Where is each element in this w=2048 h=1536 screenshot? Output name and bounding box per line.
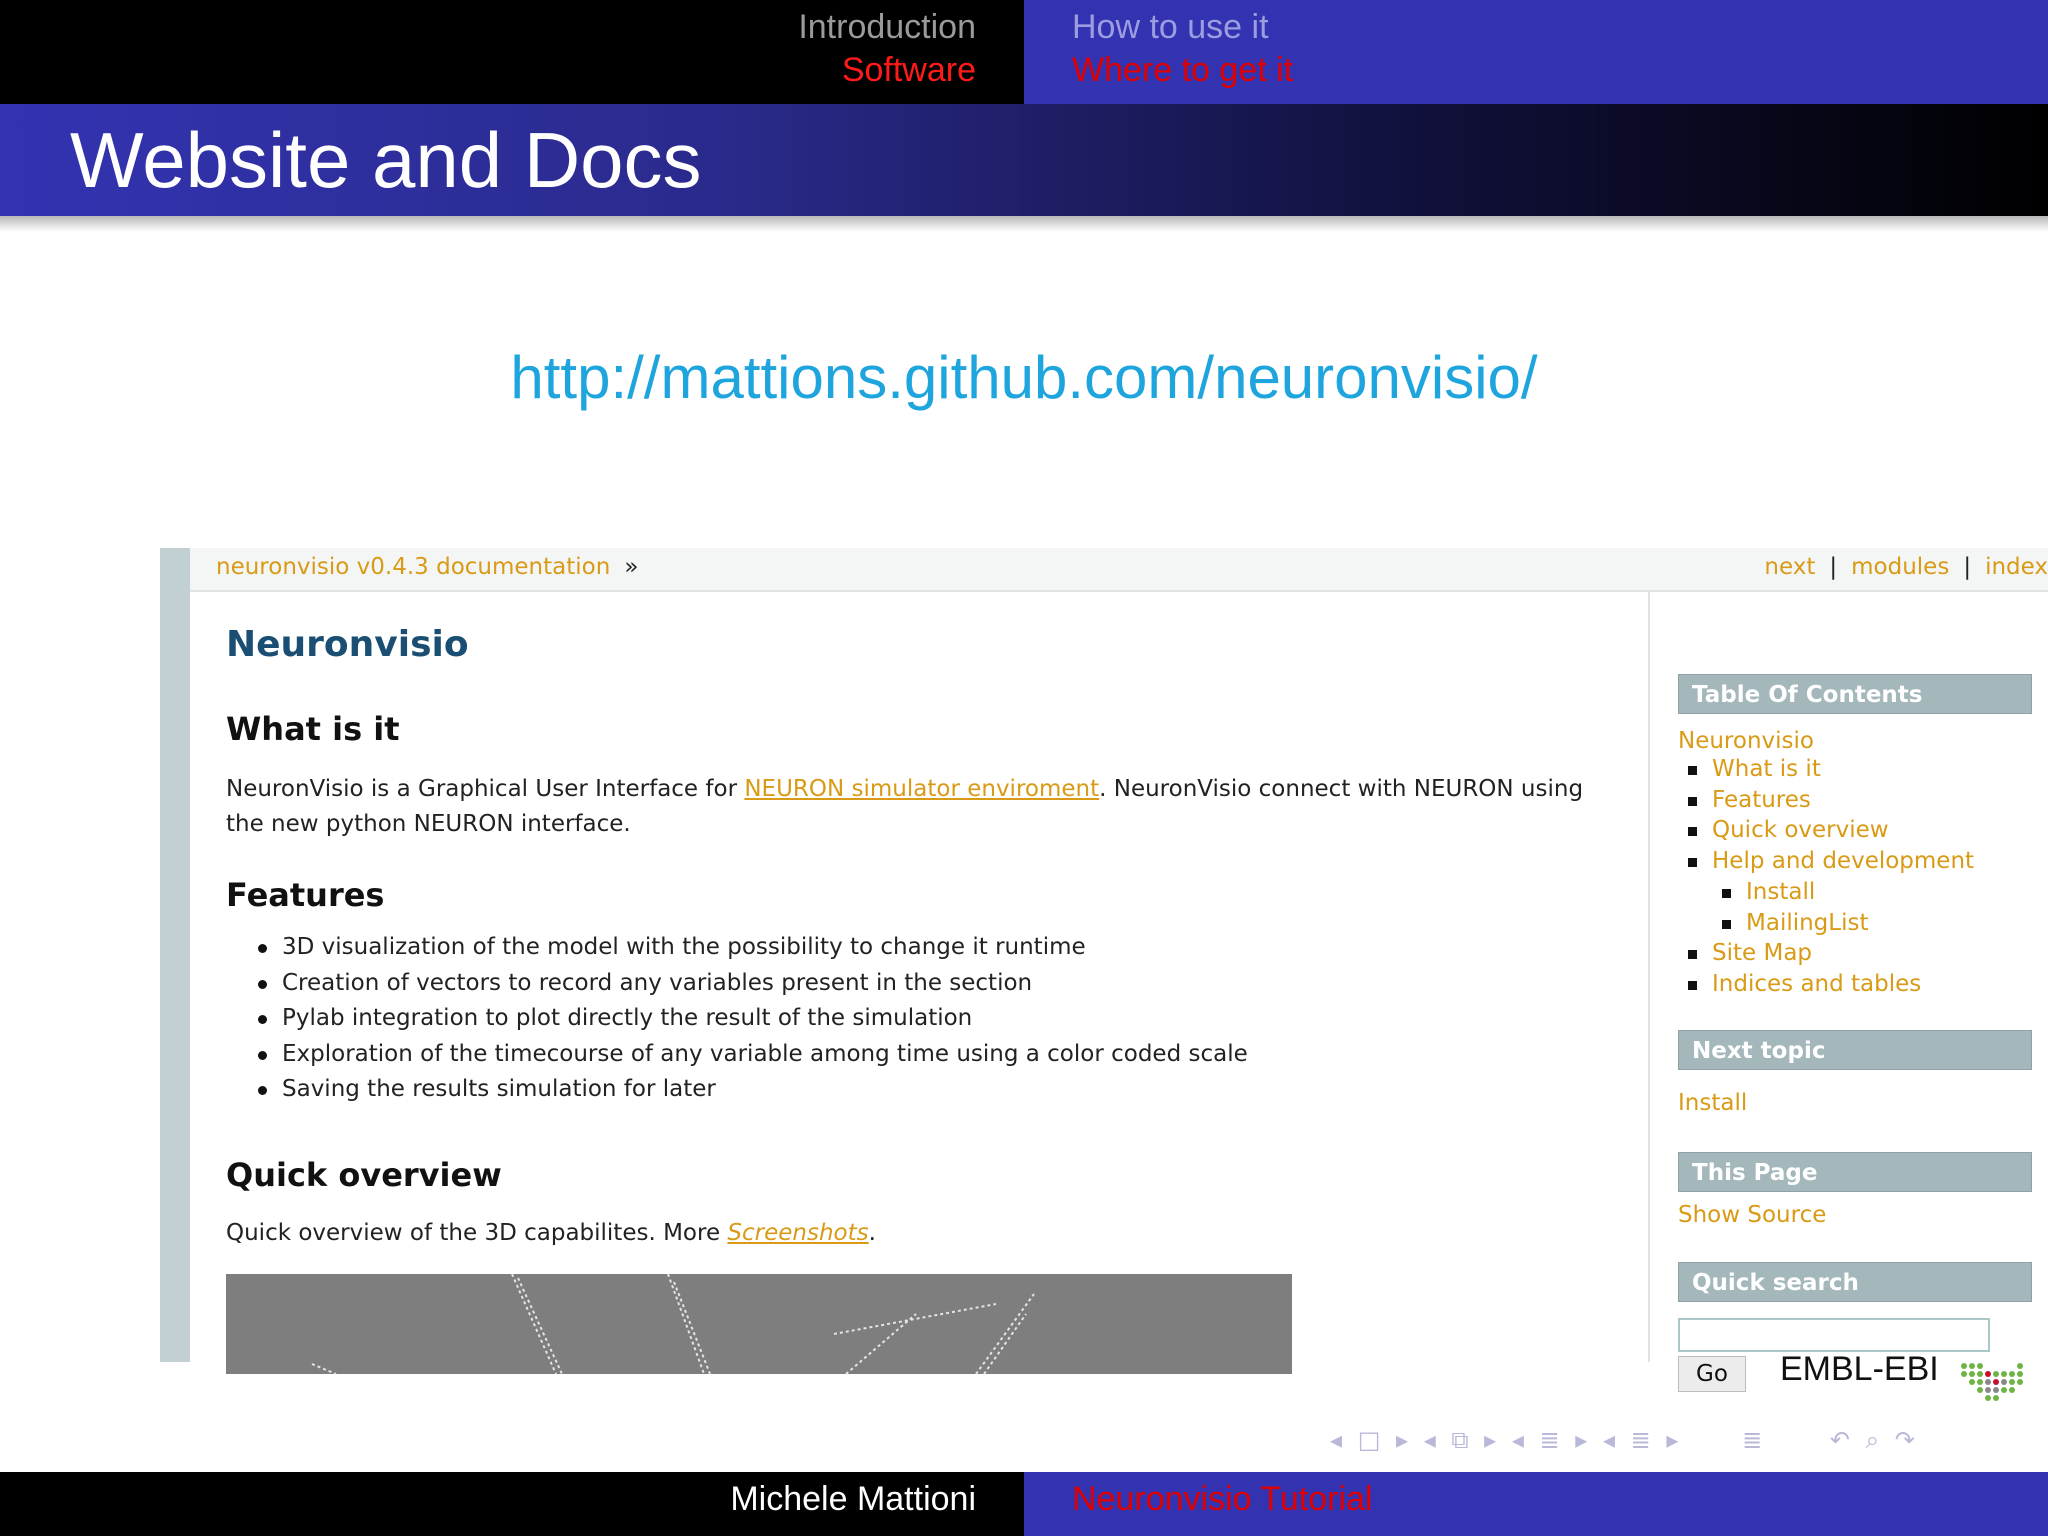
- toc-item[interactable]: Indices and tables: [1688, 969, 1974, 1000]
- list-item: Creation of vectors to record any variables present in the section: [258, 966, 1248, 1002]
- nav-section-software[interactable]: Software: [841, 51, 976, 89]
- related-links: [1764, 552, 2048, 580]
- footer-right: [1024, 1472, 2048, 1536]
- toc-top-link[interactable]: Neuronvisio: [1678, 728, 1814, 754]
- nav-arrow-right-icon[interactable]: ▸: [1666, 1426, 1683, 1454]
- nav-arrow-right-icon[interactable]: ▸: [1396, 1426, 1413, 1454]
- screenshots-link[interactable]: Screenshots: [727, 1220, 869, 1246]
- header-right-sections: [1024, 0, 2048, 104]
- outline-icon[interactable]: ≣: [1742, 1426, 1767, 1454]
- quick-overview-paragraph: [226, 1216, 1626, 1251]
- docs-related-bar: [190, 548, 2048, 592]
- search-icon[interactable]: ⌕: [1865, 1426, 1884, 1454]
- link-separator: |: [1963, 554, 1972, 580]
- footer-left: [0, 1472, 1024, 1536]
- back-icon[interactable]: ↶: [1829, 1426, 1854, 1454]
- toc-item[interactable]: Site Map: [1688, 938, 1974, 969]
- nav-arrow-right-icon[interactable]: ▸: [1575, 1426, 1592, 1454]
- toc-sub-item[interactable]: MailingList: [1722, 908, 1974, 939]
- toc-item[interactable]: Features: [1688, 785, 1974, 816]
- frame-icon[interactable]: ⧉: [1451, 1426, 1473, 1454]
- nav-arrow-left-icon[interactable]: ◂: [1511, 1426, 1528, 1454]
- paragraph-text: . NeuronVisio connect with NEURON using the new python NEURON interface.: [226, 776, 1584, 837]
- toc-list: [1688, 754, 1974, 1000]
- quick-search-heading: Quick search: [1678, 1262, 2032, 1302]
- list-item: Exploration of the timecourse of any variable among time using a color coded scale: [258, 1037, 1248, 1073]
- paragraph-text: Quick overview of the 3D capabilites. More: [226, 1220, 728, 1246]
- docs-left-border: [160, 548, 190, 1362]
- index-link[interactable]: index: [1985, 554, 2048, 580]
- website-url[interactable]: http://mattions.github.com/neuronvisio/: [510, 344, 1538, 411]
- toc-heading: Table Of Contents: [1678, 674, 2032, 714]
- header-left-sections: [0, 0, 1024, 104]
- toc-item[interactable]: Help and development: [1688, 846, 1974, 877]
- next-link[interactable]: next: [1764, 554, 1816, 580]
- paragraph-text: NeuronVisio is a Graphical User Interface for: [226, 776, 745, 802]
- nav-subsection-how-to-use[interactable]: How to use it: [1072, 8, 1269, 46]
- page-title: Neuronvisio: [226, 624, 469, 665]
- what-is-it-heading: What is it: [226, 710, 400, 748]
- nav-subsection-where-to-get[interactable]: Where to get it: [1072, 51, 1294, 89]
- docs-body: [190, 592, 1650, 1362]
- section-icon[interactable]: ≣: [1630, 1426, 1655, 1454]
- go-button[interactable]: Go: [1678, 1356, 1746, 1392]
- list-item: Saving the results simulation for later: [258, 1072, 1248, 1108]
- talk-title: Neuronvisio Tutorial: [1072, 1480, 1373, 1518]
- subsection-icon[interactable]: ≣: [1539, 1426, 1564, 1454]
- features-heading: Features: [226, 876, 385, 914]
- toc-sub-item[interactable]: Install: [1722, 877, 1974, 908]
- quick-overview-heading: Quick overview: [226, 1156, 502, 1194]
- nav-arrow-left-icon[interactable]: ◂: [1330, 1426, 1347, 1454]
- link-separator: |: [1829, 554, 1838, 580]
- embl-ebi-logo-icon: [1958, 1356, 2030, 1408]
- forward-icon[interactable]: ↷: [1894, 1426, 1919, 1454]
- nav-arrow-right-icon[interactable]: ▸: [1484, 1426, 1501, 1454]
- features-list: [258, 930, 1248, 1108]
- toc-item[interactable]: Quick overview: [1688, 815, 1974, 846]
- nav-arrow-left-icon[interactable]: ◂: [1423, 1426, 1440, 1454]
- title-shadow: [0, 216, 2048, 232]
- frame-title: Website and Docs: [70, 116, 702, 204]
- what-is-it-paragraph: [226, 772, 1626, 842]
- author-name: Michele Mattioni: [730, 1480, 976, 1518]
- neuron-simulator-link[interactable]: NEURON simulator enviroment: [744, 776, 1100, 802]
- show-source-link[interactable]: Show Source: [1678, 1202, 1827, 1228]
- breadcrumb-link[interactable]: neuronvisio v0.4.3 documentation: [216, 554, 611, 580]
- institution-name: EMBL-EBI: [1780, 1350, 1939, 1388]
- next-topic-heading: Next topic: [1678, 1030, 2032, 1070]
- slide-icon[interactable]: □: [1357, 1426, 1385, 1454]
- next-topic-link[interactable]: Install: [1678, 1090, 1748, 1116]
- modules-link[interactable]: modules: [1851, 554, 1950, 580]
- quick-search-input[interactable]: [1678, 1318, 1990, 1352]
- nav-arrow-left-icon[interactable]: ◂: [1602, 1426, 1620, 1454]
- list-item: Pylab integration to plot directly the result of the simulation: [258, 1001, 1248, 1037]
- list-item: 3D visualization of the model with the possibility to change it runtime: [258, 930, 1248, 966]
- 3d-screenshot-image: [226, 1274, 1292, 1374]
- toc-item[interactable]: What is it: [1688, 754, 1974, 785]
- this-page-heading: This Page: [1678, 1152, 2032, 1192]
- beamer-navigation-controls: [1330, 1426, 1919, 1454]
- nav-section-introduction[interactable]: Introduction: [798, 8, 976, 46]
- paragraph-text: .: [868, 1220, 876, 1246]
- breadcrumb-separator: »: [624, 554, 639, 580]
